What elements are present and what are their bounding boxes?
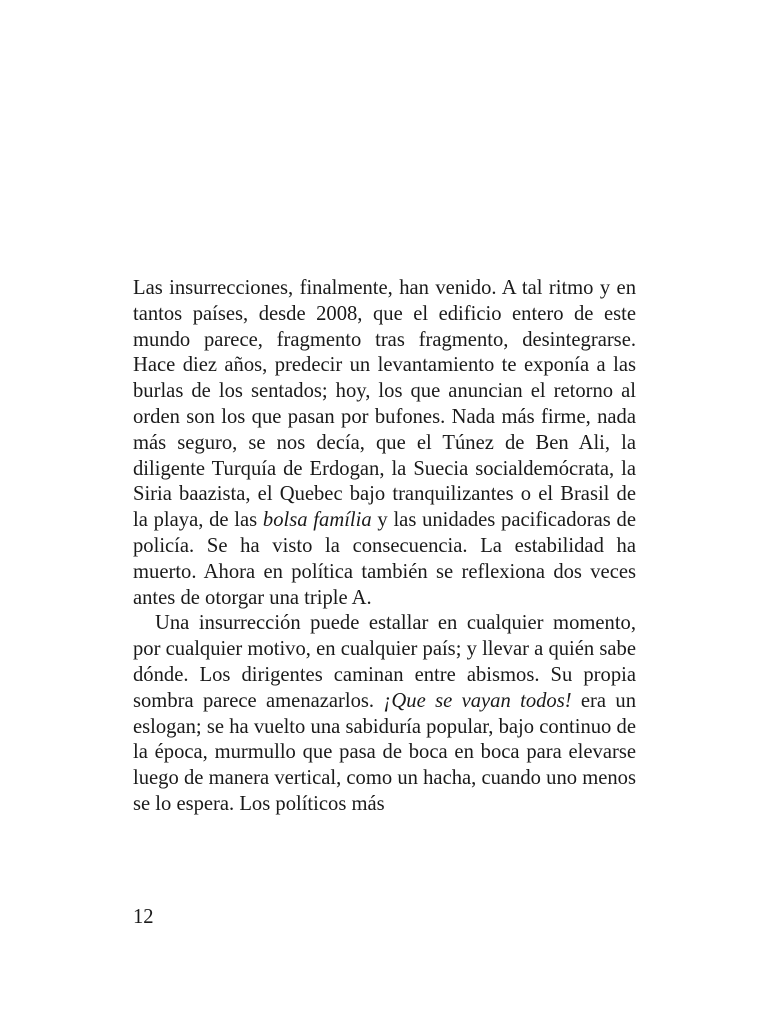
paragraph-2-italic-slogan: ¡Que se vayan todos!	[383, 689, 572, 712]
paragraph-1-part-3: y las unidades pacificadoras de policía. Se ha visto la consecuencia. La estabilidad ha muerto. Ahora en política también se reflexiona dos veces antes de otorgar una triple A.	[133, 509, 636, 609]
paragraph-1-part-1: Las insurrecciones, finalmente, han venido. A tal ritmo y en tantos países, desde 2008, que el edificio entero de este mundo parece, fragmento tras fragmento, desintegrarse. Hace diez años, predecir un levantamiento te exponía a las burlas de los sentados; hoy, los que anuncian el retorno al orden son los que pasan por bufones. Nada más firme, nada más seguro, se nos decía, que el Túnez de Ben Ali, la diligente Turquía de Erdogan, la Suecia socialdemócrata, la Siria baazista, el Quebec bajo tranquilizantes o el Brasil de la playa, de las	[133, 277, 636, 532]
paragraph-1	[133, 276, 636, 611]
paragraph-2-part-3: era un eslogan; se ha vuelto una sabiduría popular, bajo continuo de la época, murmullo que pasa de boca en boca para elevarse luego de manera vertical, como un hacha, cuando uno menos se lo espera. Los políticos más	[133, 689, 636, 815]
paragraph-2	[133, 611, 636, 817]
paragraph-2-part-1: Una insurrección puede estallar en cualquier momento, por cualquier motivo, en cualquier país; y llevar a quién sabe dónde. Los dirigentes caminan entre abismos. Su propia sombra parece amenazarlos.	[133, 612, 636, 712]
page-text-block	[133, 276, 636, 818]
paragraph-1-italic-bolsa-familia: bolsa família	[262, 509, 372, 532]
page-number: 12	[133, 906, 154, 928]
